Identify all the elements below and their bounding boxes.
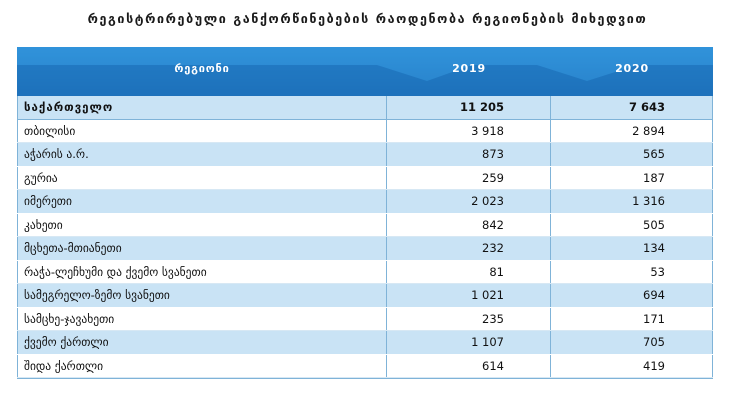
value-2020: 705 bbox=[551, 331, 713, 354]
value-2019: 259 bbox=[387, 167, 551, 190]
region-name: მცხეთა-მთიანეთი bbox=[17, 237, 387, 260]
value-2020: 1 316 bbox=[551, 190, 713, 213]
value-2020: 694 bbox=[551, 284, 713, 307]
table-header bbox=[17, 47, 713, 96]
region-name: გურია bbox=[17, 167, 387, 190]
region-name: თბილისი bbox=[17, 120, 387, 143]
value-2019: 1 021 bbox=[387, 284, 551, 307]
header-2019: 2019 bbox=[452, 62, 486, 75]
value-2020: 134 bbox=[551, 237, 713, 260]
value-2020: 53 bbox=[551, 261, 713, 284]
table-row bbox=[17, 214, 713, 238]
value-2020: 565 bbox=[551, 143, 713, 166]
value-2020: 7 643 bbox=[551, 96, 713, 119]
region-name: კახეთი bbox=[17, 214, 387, 237]
header-region: რეგიონი bbox=[174, 62, 230, 75]
value-2019: 873 bbox=[387, 143, 551, 166]
region-name: სამეგრელო-ზემო სვანეთი bbox=[17, 284, 387, 307]
value-2019: 81 bbox=[387, 261, 551, 284]
region-name: აჭარის ა.რ. bbox=[17, 143, 387, 166]
value-2019: 2 023 bbox=[387, 190, 551, 213]
table-row bbox=[17, 261, 713, 285]
value-2020: 187 bbox=[551, 167, 713, 190]
region-name: სამცხე-ჯავახეთი bbox=[17, 308, 387, 331]
value-2019: 614 bbox=[387, 355, 551, 378]
table-row bbox=[17, 190, 713, 214]
value-2019: 3 918 bbox=[387, 120, 551, 143]
region-name: შიდა ქართლი bbox=[17, 355, 387, 378]
divorces-table bbox=[17, 47, 713, 379]
region-name: რაჭა-ლეჩხუმი და ქვემო სვანეთი bbox=[17, 261, 387, 284]
table-row bbox=[17, 331, 713, 355]
region-name: იმერეთი bbox=[17, 190, 387, 213]
table-row bbox=[17, 308, 713, 332]
region-name: ქვემო ქართლი bbox=[17, 331, 387, 354]
table-row bbox=[17, 167, 713, 191]
value-2020: 171 bbox=[551, 308, 713, 331]
value-2019: 235 bbox=[387, 308, 551, 331]
table-row-total bbox=[17, 96, 713, 120]
value-2020: 2 894 bbox=[551, 120, 713, 143]
value-2019: 842 bbox=[387, 214, 551, 237]
value-2020: 505 bbox=[551, 214, 713, 237]
region-name: საქართველო bbox=[17, 96, 387, 119]
value-2020: 419 bbox=[551, 355, 713, 378]
value-2019: 1 107 bbox=[387, 331, 551, 354]
table-row bbox=[17, 143, 713, 167]
page-title: რეგისტრირებული განქორწინებების რაოდენობა რეგიონების მიხედვით bbox=[87, 11, 648, 26]
table-row bbox=[17, 237, 713, 261]
table-row bbox=[17, 120, 713, 144]
value-2019: 11 205 bbox=[387, 96, 551, 119]
value-2019: 232 bbox=[387, 237, 551, 260]
header-2020: 2020 bbox=[615, 62, 649, 75]
table-row bbox=[17, 284, 713, 308]
table-body bbox=[17, 96, 713, 379]
table-row bbox=[17, 355, 713, 379]
